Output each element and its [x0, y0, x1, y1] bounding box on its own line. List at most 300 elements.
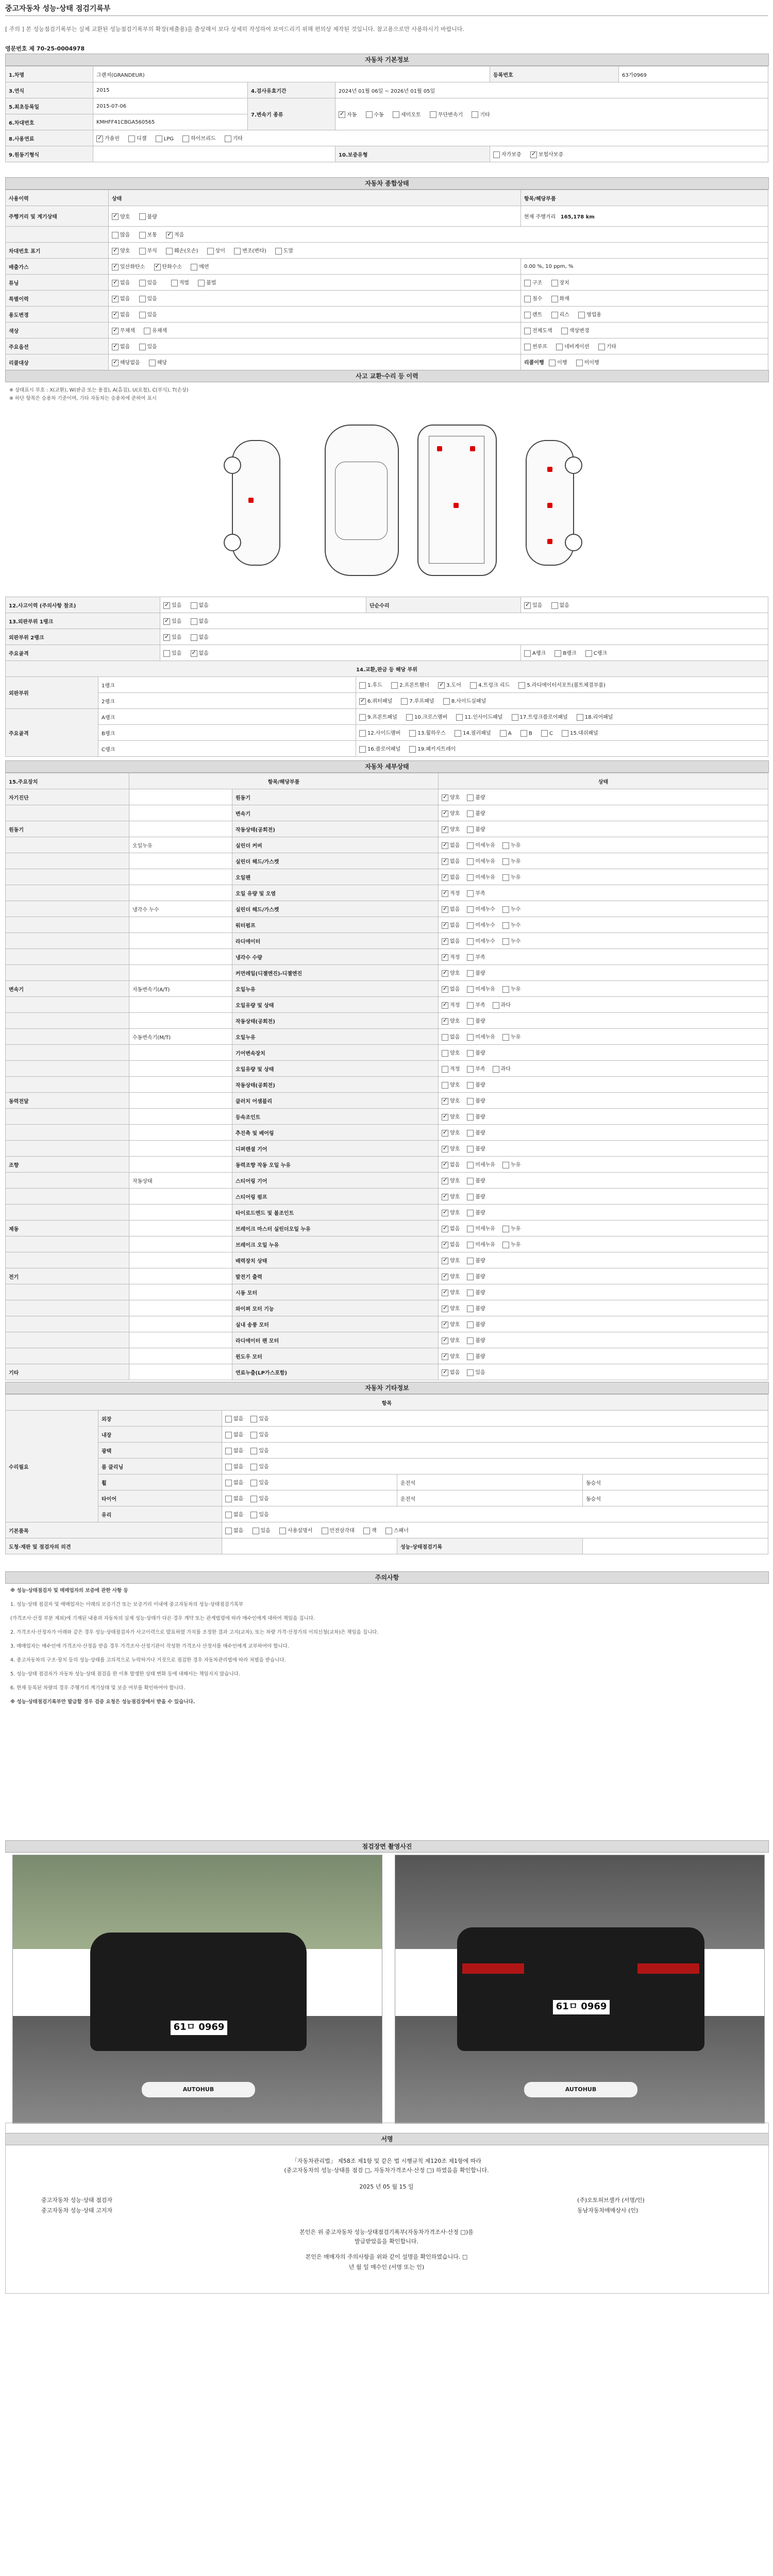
notes-list	[10, 1587, 763, 1712]
status-checkbox[interactable]	[442, 1050, 448, 1057]
checkbox-exterior-none[interactable]	[225, 1416, 232, 1422]
exchange-grade-b: B랭크	[98, 725, 356, 741]
checkbox-simple-repair-no[interactable]	[551, 602, 558, 609]
status-option-label: 없음	[450, 1370, 460, 1376]
checkbox-basic-spanner[interactable]	[385, 1528, 392, 1534]
checkbox-outer2-yes[interactable]	[163, 634, 170, 641]
checkbox-part-quarter-panel[interactable]	[359, 698, 366, 705]
status-checkbox[interactable]	[467, 1226, 474, 1232]
status-checkbox[interactable]	[442, 1226, 448, 1232]
checkbox-vin-altered[interactable]	[234, 248, 241, 255]
checkbox-outer1-no[interactable]	[191, 618, 197, 625]
checkbox-interior-yes[interactable]	[250, 1432, 257, 1438]
status-checkbox[interactable]	[442, 1369, 448, 1376]
checkbox-accident-yes[interactable]	[163, 602, 170, 609]
status-checkbox[interactable]	[442, 842, 448, 849]
checkbox-wheel-yes[interactable]	[250, 1480, 257, 1486]
exchange-grade-1: 1랭크	[98, 677, 356, 693]
car-rear-shape	[457, 1927, 704, 2051]
status-checkbox[interactable]	[442, 1066, 448, 1073]
label-fuel: 8.사용연료	[6, 130, 93, 146]
status-checkbox[interactable]	[467, 1146, 474, 1153]
status-checkbox[interactable]	[467, 1082, 474, 1089]
status-checkbox[interactable]	[467, 810, 474, 817]
checkbox-vin-smear[interactable]	[275, 248, 282, 255]
checkbox-vin-damage[interactable]	[166, 248, 173, 255]
checkbox-recall-done[interactable]	[549, 360, 556, 366]
overall-mileage-opts: ✓ 양호 불량	[109, 206, 521, 227]
other-item-cleaning: 룸 클리닝	[98, 1459, 222, 1475]
checkbox-transmission-other[interactable]	[472, 111, 478, 118]
checkbox-part-pillar-a[interactable]	[500, 730, 507, 737]
detail-sub	[129, 1077, 232, 1093]
overall-options-opts: ✓ 없음 있음	[109, 338, 521, 354]
checkbox-tuning-illegal[interactable]	[198, 280, 205, 286]
status-checkbox[interactable]	[467, 826, 474, 833]
basic-info-table	[5, 66, 768, 162]
detail-row	[6, 853, 768, 869]
status-checkbox[interactable]	[442, 858, 448, 865]
overall-label-use-change: 용도변경	[6, 307, 109, 323]
status-option-label: 미세누유	[475, 843, 495, 849]
checkbox-color-achromatic[interactable]	[112, 328, 119, 334]
checkbox-special-none[interactable]	[112, 296, 119, 302]
detail-sub	[129, 789, 232, 805]
detail-status-opts	[439, 1077, 768, 1093]
checkbox-tuning-legal[interactable]	[171, 280, 178, 286]
detail-status-opts	[439, 1093, 768, 1109]
status-checkbox[interactable]	[467, 938, 474, 945]
status-checkbox[interactable]	[442, 1098, 448, 1105]
checkbox-options-none[interactable]	[112, 344, 119, 350]
checkbox-fuel-lpg[interactable]	[156, 135, 162, 142]
checkbox-part-pillar-c[interactable]	[541, 730, 548, 737]
accident-label-frame: 주요골격	[6, 645, 160, 661]
status-option-label: 양호	[450, 1258, 460, 1264]
detail-sub	[129, 1141, 232, 1157]
checkbox-accident-no[interactable]	[191, 602, 197, 609]
detail-sub	[129, 997, 232, 1013]
status-checkbox[interactable]	[442, 1130, 448, 1137]
car-frame-inner	[429, 436, 484, 564]
detail-item: 실내 송풍 모터	[232, 1316, 439, 1332]
checkbox-transmission-auto[interactable]	[339, 111, 345, 118]
overall-label-emission: 배출가스	[6, 259, 109, 275]
status-option-label: 불량	[475, 1050, 485, 1057]
detail-sub: 자동변속기(A/T)	[129, 981, 232, 997]
status-option-label: 없음	[450, 875, 460, 881]
status-checkbox[interactable]	[442, 1290, 448, 1296]
checkbox-part-side-member[interactable]	[359, 730, 366, 737]
status-checkbox[interactable]	[442, 1353, 448, 1360]
checkbox-options-other[interactable]	[598, 344, 605, 350]
checkbox-recall-notdone[interactable]	[576, 360, 583, 366]
detail-item: 클러치 어셈블리	[232, 1093, 439, 1109]
status-checkbox[interactable]	[442, 1210, 448, 1216]
signature-confirm: 본인은 위 중고자동차 성능·상태점검기록부(자동차가격조사·산정 □)를	[299, 2229, 474, 2235]
detail-item: 오일누유	[232, 981, 439, 997]
overall-label-special: 특별이력	[6, 291, 109, 307]
detail-status-opts	[439, 1125, 768, 1141]
status-checkbox[interactable]	[442, 890, 448, 897]
value-first-reg: 2015-07-06	[93, 98, 248, 114]
status-checkbox[interactable]	[442, 1274, 448, 1280]
checkbox-part-wheel-house[interactable]	[409, 730, 416, 737]
checkbox-tuning-device[interactable]	[551, 280, 558, 286]
checkbox-basic-triangle[interactable]	[322, 1528, 328, 1534]
checkbox-emission-co[interactable]	[112, 264, 119, 270]
detail-status-opts	[439, 805, 768, 821]
checkbox-outer2-no[interactable]	[191, 634, 197, 641]
status-checkbox[interactable]	[467, 1050, 474, 1057]
checkbox-frame-a[interactable]	[524, 650, 531, 657]
overall-emission-value: 0.00 %, 10 ppm, %	[521, 259, 768, 275]
status-checkbox[interactable]	[442, 826, 448, 833]
value-car-name: 그랜져(GRANDEUR)	[93, 66, 490, 82]
checkbox-part-trunk-floor[interactable]	[512, 714, 518, 721]
checkbox-mileage-good[interactable]	[112, 213, 119, 220]
status-checkbox[interactable]	[467, 890, 474, 897]
status-checkbox[interactable]	[442, 1002, 448, 1009]
status-checkbox[interactable]	[442, 1194, 448, 1200]
overall-options-kind: 썬루프 네비게이션 기타	[521, 338, 768, 354]
other-item-polish: 광택	[98, 1443, 222, 1459]
status-checkbox[interactable]	[467, 858, 474, 865]
section-overall-status: 자동차 종합상태	[5, 177, 769, 190]
detail-sub	[129, 885, 232, 901]
checkbox-vin-good[interactable]	[112, 248, 119, 255]
status-checkbox[interactable]	[502, 986, 509, 993]
status-checkbox[interactable]	[493, 1002, 499, 1009]
detail-row	[6, 965, 768, 981]
checkbox-color-chromatic[interactable]	[144, 328, 150, 334]
car-roof-shape	[335, 462, 388, 540]
status-checkbox[interactable]	[467, 874, 474, 881]
status-checkbox[interactable]	[493, 1066, 499, 1073]
status-option-label: 불량	[475, 1338, 485, 1344]
status-checkbox[interactable]	[442, 1162, 448, 1168]
exchange-grade-c-items: 16.플로어패널 19.패키지트레이	[356, 741, 768, 757]
checkbox-cleaning-none[interactable]	[225, 1464, 232, 1470]
checkbox-wheel-none[interactable]	[225, 1480, 232, 1486]
detail-status-opts	[439, 997, 768, 1013]
status-checkbox[interactable]	[442, 954, 448, 961]
status-option-label: 없음	[450, 1226, 460, 1232]
value-reg-no: 63가0969	[619, 66, 768, 82]
note-item: ※ 성능·상태점검기록부만 발급할 경우 검증 요청은 성능점검장에서 받을 수 있습니다.	[10, 1699, 195, 1705]
page-title: 중고자동차 성능·상태 점검기록부	[5, 3, 768, 16]
checkbox-fuel-gasoline[interactable]	[96, 135, 103, 142]
checkbox-basic-yes[interactable]	[253, 1528, 259, 1534]
checkbox-vin-corrosion[interactable]	[139, 248, 146, 255]
damage-diagram	[5, 383, 768, 595]
checkbox-basic-manual[interactable]	[279, 1528, 286, 1534]
detail-status-opts	[439, 917, 768, 933]
license-plate-rear: 61ㅁ 0969	[552, 1999, 610, 2015]
checkbox-part-hood[interactable]	[359, 682, 366, 689]
status-checkbox[interactable]	[442, 986, 448, 993]
status-checkbox[interactable]	[467, 1369, 474, 1376]
car-right-side-outline	[526, 440, 574, 566]
status-checkbox[interactable]	[467, 1098, 474, 1105]
tail-light-right	[637, 1963, 699, 1974]
detail-row	[6, 1236, 768, 1252]
checkbox-glass-yes[interactable]	[250, 1512, 257, 1518]
checkbox-outer1-yes[interactable]	[163, 618, 170, 625]
status-checkbox[interactable]	[467, 1130, 474, 1137]
checkbox-part-trunk-lid[interactable]	[470, 682, 477, 689]
status-checkbox[interactable]	[442, 794, 448, 801]
detail-row	[6, 869, 768, 885]
checkbox-cleaning-yes[interactable]	[250, 1464, 257, 1470]
detail-status-opts	[439, 1173, 768, 1189]
status-checkbox[interactable]	[442, 938, 448, 945]
checkbox-options-navi[interactable]	[556, 344, 563, 350]
checkbox-part-cross-member[interactable]	[406, 714, 413, 721]
checkbox-recall-none[interactable]	[112, 360, 119, 366]
exchange-parts-table	[5, 660, 768, 757]
status-checkbox[interactable]	[442, 1018, 448, 1025]
checkbox-emission-smoke[interactable]	[191, 264, 197, 270]
checkbox-frame-c[interactable]	[585, 650, 592, 657]
status-checkbox[interactable]	[467, 1353, 474, 1360]
checkbox-transmission-cvt[interactable]	[430, 111, 436, 118]
status-checkbox[interactable]	[467, 1242, 474, 1248]
checkbox-fuel-hybrid[interactable]	[182, 135, 189, 142]
status-checkbox[interactable]	[442, 906, 448, 913]
checkbox-fuel-diesel[interactable]	[128, 135, 135, 142]
detail-sub: 수동변속기(M/T)	[129, 1029, 232, 1045]
status-checkbox[interactable]	[442, 1306, 448, 1312]
label-car-name: 1.차명	[6, 66, 93, 82]
status-option-label: 불량	[475, 1274, 485, 1280]
status-checkbox[interactable]	[467, 906, 474, 913]
note-item: 3. 매매업자는 매수인에 가격조사·산정을 받을 경우 가격조사·산정기관이 작성한 가격조사 산정서를 매수인에게 교부하여야 합니다.	[10, 1643, 289, 1649]
checkbox-transmission-semi[interactable]	[393, 111, 399, 118]
status-checkbox[interactable]	[467, 954, 474, 961]
status-option-label: 없음	[450, 843, 460, 849]
detail-sub	[129, 1205, 232, 1221]
detail-sub	[129, 1364, 232, 1380]
status-option-label: 불량	[475, 1306, 485, 1312]
status-checkbox[interactable]	[502, 874, 509, 881]
status-checkbox[interactable]	[442, 1082, 448, 1089]
checkbox-simple-repair-yes[interactable]	[524, 602, 531, 609]
detail-status-opts	[439, 821, 768, 837]
status-checkbox[interactable]	[467, 1258, 474, 1264]
detail-group: 동력전달	[6, 1093, 129, 1109]
status-checkbox[interactable]	[502, 938, 509, 945]
checkbox-basic-jack[interactable]	[363, 1528, 370, 1534]
checkbox-special-flood[interactable]	[524, 296, 531, 302]
status-option-label: 불량	[475, 1194, 485, 1200]
detail-item: 오일팬	[232, 869, 439, 885]
checkbox-mileage-many[interactable]	[112, 232, 119, 239]
detail-sub	[129, 965, 232, 981]
checkbox-part-side-sill[interactable]	[443, 698, 450, 705]
checkbox-transmission-manual[interactable]	[366, 111, 373, 118]
checkbox-options-yes[interactable]	[139, 344, 146, 350]
checkbox-mileage-few[interactable]	[166, 232, 173, 239]
detail-row	[6, 1077, 768, 1093]
status-checkbox[interactable]	[467, 794, 474, 801]
checkbox-tire-yes[interactable]	[250, 1496, 257, 1502]
checkbox-warranty-insurance[interactable]	[530, 151, 537, 158]
status-option-label: 없음	[450, 987, 460, 993]
status-option-label: 불량	[475, 811, 485, 817]
status-checkbox[interactable]	[442, 1258, 448, 1264]
detail-status-opts	[439, 965, 768, 981]
checkbox-usechange-business[interactable]	[578, 312, 585, 318]
checkbox-basic-none[interactable]	[225, 1528, 232, 1534]
status-checkbox[interactable]	[502, 842, 509, 849]
checkbox-usechange-yes[interactable]	[139, 312, 146, 318]
checkbox-part-roof-panel[interactable]	[401, 698, 408, 705]
status-checkbox[interactable]	[502, 1226, 509, 1232]
status-checkbox[interactable]	[467, 1002, 474, 1009]
checkbox-frame-no[interactable]	[191, 650, 197, 657]
status-checkbox[interactable]	[467, 1321, 474, 1328]
status-checkbox[interactable]	[467, 1194, 474, 1200]
status-checkbox[interactable]	[502, 858, 509, 865]
status-checkbox[interactable]	[442, 1321, 448, 1328]
other-opinion-label: 도청·재판 및 점검자의 의견	[6, 1538, 222, 1554]
value-vin: KMHFF41CBGA560565	[93, 114, 248, 130]
status-checkbox[interactable]	[502, 1162, 509, 1168]
checkbox-part-front-panel[interactable]	[359, 714, 366, 721]
signature-frame	[5, 2123, 769, 2294]
status-checkbox[interactable]	[467, 842, 474, 849]
checkbox-polish-yes[interactable]	[250, 1448, 257, 1454]
status-checkbox[interactable]	[467, 1018, 474, 1025]
status-option-label: 부족	[475, 1003, 485, 1009]
other-tire-opts: 없음 있음	[222, 1490, 397, 1506]
status-checkbox[interactable]	[467, 1066, 474, 1073]
checkbox-color-change[interactable]	[561, 328, 568, 334]
checkbox-exterior-yes[interactable]	[250, 1416, 257, 1422]
status-checkbox[interactable]	[442, 1337, 448, 1344]
status-checkbox[interactable]	[467, 1290, 474, 1296]
checkbox-frame-yes[interactable]	[163, 650, 170, 657]
checkbox-special-fire[interactable]	[551, 296, 558, 302]
checkbox-usechange-none[interactable]	[112, 312, 119, 318]
checkbox-emission-hc[interactable]	[154, 264, 161, 270]
status-checkbox[interactable]	[502, 906, 509, 913]
status-checkbox[interactable]	[502, 1242, 509, 1248]
detail-group	[6, 869, 129, 885]
status-checkbox[interactable]	[442, 1114, 448, 1121]
checkbox-color-full-paint[interactable]	[524, 328, 531, 334]
checkbox-options-sunroof[interactable]	[524, 344, 531, 350]
status-checkbox[interactable]	[442, 874, 448, 881]
detail-row	[6, 1013, 768, 1029]
wheel-icon	[224, 534, 241, 551]
checkbox-recall-yes[interactable]	[149, 360, 156, 366]
status-checkbox[interactable]	[442, 970, 448, 977]
checkbox-tuning-structure[interactable]	[524, 280, 531, 286]
section-accident-history: 사고 교환·수리 등 이력	[5, 370, 769, 382]
detail-row	[6, 1093, 768, 1109]
checkbox-part-door[interactable]	[438, 682, 445, 689]
checkbox-glass-none[interactable]	[225, 1512, 232, 1518]
status-checkbox[interactable]	[502, 922, 509, 929]
status-checkbox[interactable]	[467, 1306, 474, 1312]
checkbox-vin-diff[interactable]	[207, 248, 214, 255]
status-checkbox[interactable]	[467, 1337, 474, 1344]
accident-history-opts: ✓ 있음 없음	[160, 597, 366, 613]
status-checkbox[interactable]	[467, 1210, 474, 1216]
detail-row	[6, 1252, 768, 1268]
checkbox-part-front-fender[interactable]	[391, 682, 398, 689]
damage-mark	[547, 539, 552, 544]
accident-label-simple-repair: 단순수리	[366, 597, 521, 613]
checkbox-part-radiator-support[interactable]	[518, 682, 525, 689]
status-checkbox[interactable]	[467, 922, 474, 929]
signature-line-1: 「자동차관리법」 제58조 제1항 및 같은 법 시행규칙 제120조 제1항에 따라	[291, 2158, 482, 2164]
checkbox-part-dash-panel[interactable]	[562, 730, 568, 737]
status-checkbox[interactable]	[467, 1162, 474, 1168]
status-checkbox[interactable]	[442, 922, 448, 929]
checkbox-part-pillar-b[interactable]	[520, 730, 527, 737]
status-checkbox[interactable]	[467, 1274, 474, 1280]
checkbox-part-pillar[interactable]	[455, 730, 461, 737]
checkbox-mileage-normal[interactable]	[139, 232, 146, 239]
status-checkbox[interactable]	[442, 1178, 448, 1184]
checkbox-warranty-self[interactable]	[493, 151, 500, 158]
checkbox-mileage-bad[interactable]	[139, 213, 146, 220]
checkbox-usechange-rent[interactable]	[524, 312, 531, 318]
checkbox-fuel-other[interactable]	[225, 135, 231, 142]
checkbox-part-floor-panel[interactable]	[359, 746, 366, 753]
overall-label-color: 색상	[6, 323, 109, 338]
status-checkbox[interactable]	[442, 1146, 448, 1153]
banner-logo-front: AUTOHUB	[142, 2082, 255, 2097]
status-checkbox[interactable]	[467, 986, 474, 993]
status-option-label: 미세누수	[475, 923, 495, 929]
checkbox-special-yes[interactable]	[139, 296, 146, 302]
detail-item: 스티어링 펌프	[232, 1189, 439, 1205]
checkbox-tuning-yes[interactable]	[139, 280, 146, 286]
detail-group	[6, 1109, 129, 1125]
checkbox-tire-none[interactable]	[225, 1496, 232, 1502]
detail-status-opts	[439, 1189, 768, 1205]
checkbox-part-inside-panel[interactable]	[456, 714, 463, 721]
checkbox-part-rear-panel[interactable]	[577, 714, 583, 721]
status-option-label: 부족	[475, 1066, 485, 1073]
checkbox-frame-b[interactable]	[554, 650, 561, 657]
status-checkbox[interactable]	[467, 970, 474, 977]
status-checkbox[interactable]	[467, 1114, 474, 1121]
checkbox-usechange-lease[interactable]	[551, 312, 558, 318]
detail-status-opts	[439, 1316, 768, 1332]
status-option-label: 미세누유	[475, 1226, 495, 1232]
detail-item: 커먼레일(디젤엔진)-디젤엔진	[232, 965, 439, 981]
detail-row	[6, 821, 768, 837]
detail-sub	[129, 1268, 232, 1284]
status-checkbox[interactable]	[442, 1242, 448, 1248]
detail-status-opts	[439, 1300, 768, 1316]
status-checkbox[interactable]	[467, 1034, 474, 1041]
status-checkbox[interactable]	[502, 1034, 509, 1041]
status-checkbox[interactable]	[442, 1034, 448, 1041]
status-checkbox[interactable]	[442, 810, 448, 817]
note-item: 5. 성능·상태 점검자가 자동차 성능·상태 점검을 한 이후 발생한 상태 변화 등에 대해서는 책임지지 않습니다.	[10, 1671, 240, 1677]
checkbox-tuning-none[interactable]	[112, 280, 119, 286]
checkbox-polish-none[interactable]	[225, 1448, 232, 1454]
status-checkbox[interactable]	[467, 1178, 474, 1184]
checkbox-part-package-tray[interactable]	[409, 746, 416, 753]
checkbox-interior-none[interactable]	[225, 1432, 232, 1438]
